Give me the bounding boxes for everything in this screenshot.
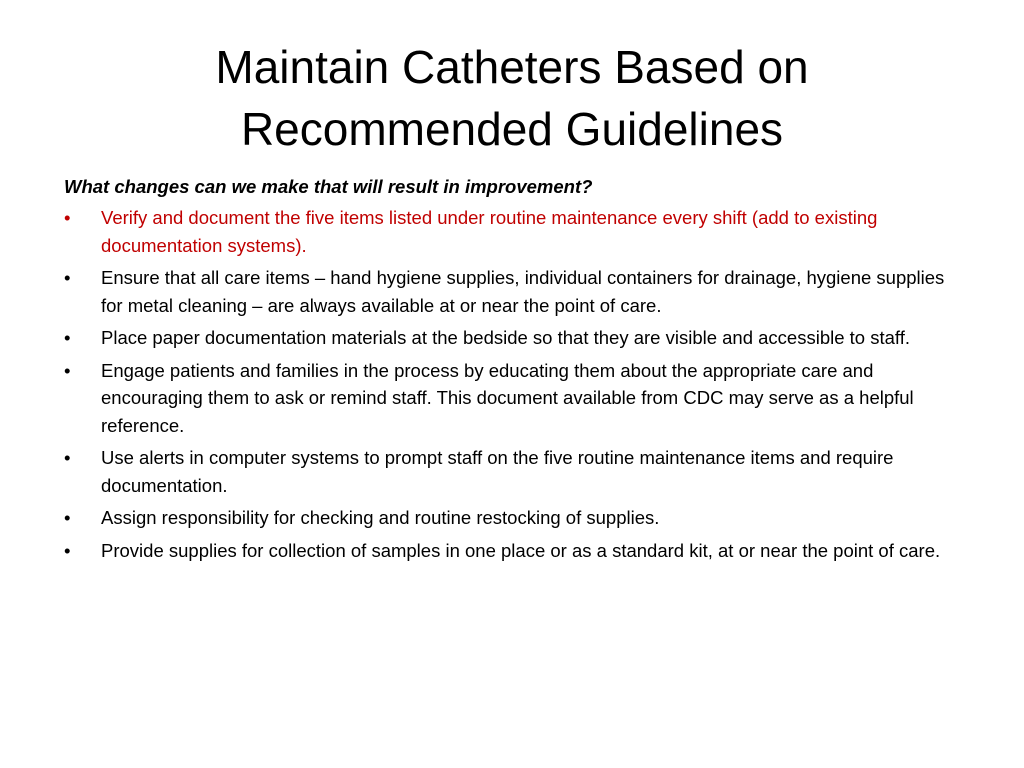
bullet-item: [64, 357, 964, 440]
bullet-text: Verify and document the five items listed under routine maintenance every shift (add to existing documentation systems).: [101, 207, 878, 256]
bullet-item: [64, 204, 964, 259]
bullet-text: Place paper documentation materials at the bedside so that they are visible and accessible to staff.: [101, 327, 910, 348]
bullet-text: Engage patients and families in the process by educating them about the appropriate care and encouraging them to ask or remind staff. This document available from CDC may serve as a helpful reference.: [101, 359, 914, 436]
bullet-icon: •: [64, 447, 71, 468]
lead-question: What changes can we make that will result in improvement?: [64, 176, 593, 197]
bullet-icon: •: [64, 207, 71, 228]
bullet-icon: •: [64, 359, 71, 381]
bullet-item: [64, 324, 964, 352]
bullet-item: [64, 264, 964, 319]
bullet-icon: •: [64, 327, 71, 348]
bullet-item: [64, 537, 964, 565]
bullet-text: Use alerts in computer systems to prompt staff on the five routine maintenance items and require documentation.: [101, 447, 894, 496]
bullet-item: [64, 504, 964, 532]
bullet-text: Provide supplies for collection of samples in one place or as a standard kit, at or near the point of care.: [101, 539, 941, 561]
bullet-icon: •: [64, 539, 71, 561]
bullet-item: [64, 444, 964, 499]
bullet-icon: •: [64, 507, 71, 528]
bullet-list: [64, 204, 964, 564]
bullet-text: Ensure that all care items – hand hygiene supplies, individual containers for drainage, hygiene supplies for metal cleaning – are always available at or near the point of care.: [101, 267, 945, 316]
bullet-text: Assign responsibility for checking and routine restocking of supplies.: [101, 507, 660, 528]
bullet-icon: •: [64, 267, 71, 288]
slide-body: [64, 174, 964, 569]
slide-title: Maintain Catheters Based on Recommended Guidelines: [215, 41, 809, 155]
